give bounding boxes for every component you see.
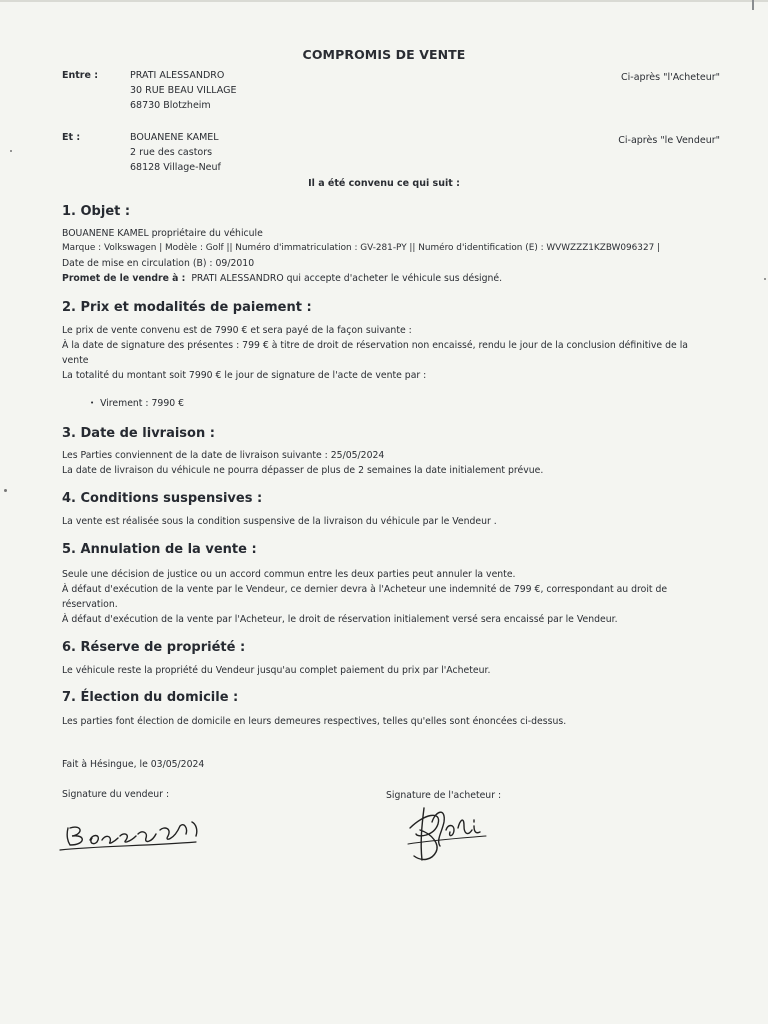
- objet-promise-text: PRATI ALESSANDRO qui accepte d'acheter le véhicule sus désigné.: [191, 273, 503, 284]
- bullet-icon: •: [90, 399, 95, 407]
- reserve-line1: Le véhicule reste la propriété du Vendeur jusqu'au complet paiement du prix par l'Acheteur.: [62, 665, 491, 676]
- scan-speck: [4, 489, 7, 492]
- section-objet-heading: 1. Objet :: [62, 204, 131, 219]
- scan-edge: [0, 0, 768, 2]
- scan-mark: [752, 0, 754, 10]
- conditions-line1: La vente est réalisée sous la condition suspensive de la livraison du véhicule par le Vendeur .: [62, 516, 497, 527]
- section-conditions-heading: 4. Conditions suspensives :: [62, 491, 263, 506]
- prix-line3: La totalité du montant soit 7990 € le jour de signature de l'acte de vente par :: [62, 370, 427, 381]
- section-conditions-body: [62, 514, 712, 529]
- prix-line2: À la date de signature des présentes : 799 € à titre de droit de réservation non encaissé, rendu le jour de la conclusion définitive de la vente: [62, 340, 688, 366]
- objet-promise-label: Promet de le vendre à :: [62, 273, 186, 284]
- document-title: COMPROMIS DE VENTE: [302, 47, 466, 62]
- annulation-line1: Seule une décision de justice ou un accord commun entre les deux parties peut annuler la vente.: [62, 569, 516, 580]
- objet-promise: [62, 271, 712, 286]
- objet-line2: Marque : Volkswagen | Modèle : Golf || Numéro d'immatriculation : GV-281-PY || Numéro d'identification (E) : WVWZZZ1KZBW096327 |: [62, 243, 661, 253]
- buyer-role: Ci-après "l'Acheteur": [621, 72, 720, 83]
- section-livraison-body: [62, 448, 712, 478]
- section-reserve-heading: 6. Réserve de propriété :: [62, 640, 246, 655]
- prix-bullet-text: Virement : 7990 €: [100, 398, 185, 409]
- seller-signature: [56, 812, 206, 857]
- section-election-body: [62, 714, 712, 729]
- scan-speck: [10, 150, 12, 152]
- buyer-name: PRATI ALESSANDRO: [130, 70, 225, 81]
- seller-address-line2: 68128 Village-Neuf: [130, 162, 221, 173]
- section-election-heading: 7. Élection du domicile :: [62, 690, 239, 705]
- annulation-line3: À défaut d'exécution de la vente par l'Acheteur, le droit de réservation initialement versé sera encaissé par le Vendeur.: [62, 614, 618, 625]
- buyer-signature-label: Signature de l'acheteur :: [386, 790, 502, 801]
- seller-signature-label: Signature du vendeur :: [62, 789, 170, 800]
- place-date: Fait à Hésingue, le 03/05/2024: [62, 759, 205, 770]
- seller-name: BOUANENE KAMEL: [130, 132, 219, 143]
- buyer-block: [130, 68, 236, 113]
- objet-line3: Date de mise en circulation (B) : 09/2010: [62, 258, 255, 269]
- buyer-address-line2: 68730 Blotzheim: [130, 100, 211, 111]
- buyer-label: Entre :: [62, 70, 99, 81]
- intro-text: Il a été convenu ce qui suit :: [308, 178, 460, 189]
- section-prix-body: [62, 323, 712, 383]
- annulation-line2: À défaut d'exécution de la vente par le Vendeur, ce dernier devra à l'Acheteur une indemnité de 799 €, correspondant au droit de réservation.: [62, 584, 668, 610]
- section-reserve-body: [62, 663, 712, 678]
- section-annulation-body: [62, 567, 712, 627]
- livraison-line1: Les Parties conviennent de la date de livraison suivante : 25/05/2024: [62, 450, 385, 461]
- objet-line1: BOUANENE KAMEL propriétaire du véhicule: [62, 228, 263, 239]
- section-livraison-heading: 3. Date de livraison :: [62, 426, 215, 441]
- prix-bullet-item: [90, 398, 184, 409]
- election-line1: Les parties font élection de domicile en leurs demeures respectives, telles qu'elles sont énoncées ci-dessus.: [62, 716, 567, 727]
- seller-address-line1: 2 rue des castors: [130, 147, 213, 158]
- seller-block: [130, 130, 221, 175]
- livraison-line2: La date de livraison du véhicule ne pourra dépasser de plus de 2 semaines la date initialement prévue.: [62, 465, 544, 476]
- section-prix-heading: 2. Prix et modalités de paiement :: [62, 300, 312, 315]
- buyer-signature: [402, 800, 492, 868]
- prix-line1: Le prix de vente convenu est de 7990 € et sera payé de la façon suivante :: [62, 325, 412, 336]
- scan-speck: [764, 278, 766, 280]
- seller-label: Et :: [62, 132, 81, 143]
- section-annulation-heading: 5. Annulation de la vente :: [62, 542, 257, 557]
- seller-role: Ci-après "le Vendeur": [618, 135, 720, 146]
- section-objet-body: [62, 226, 712, 286]
- buyer-address-line1: 30 RUE BEAU VILLAGE: [130, 85, 237, 96]
